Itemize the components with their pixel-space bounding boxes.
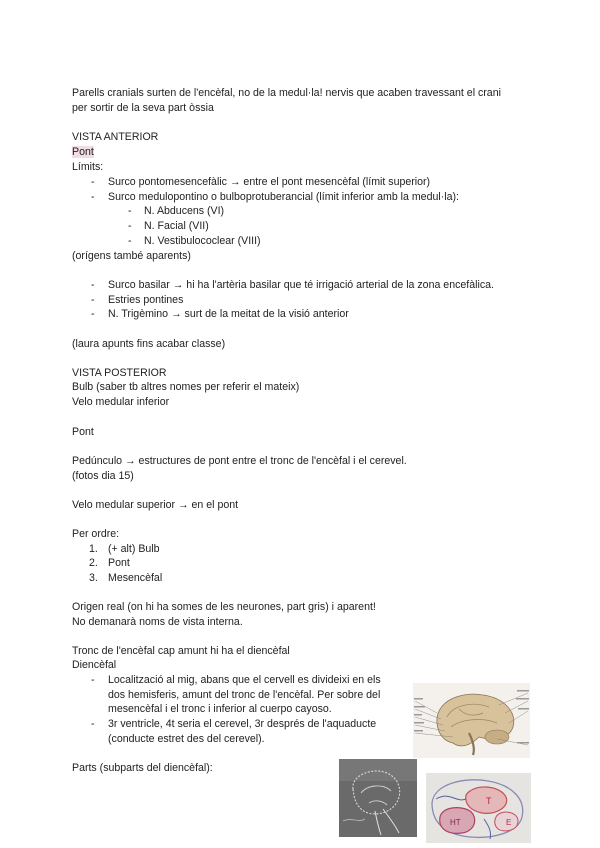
bullet-dash: - [91,718,95,730]
velo-inferior-line: Velo medular inferior [72,396,170,408]
bullet-dash: - [91,294,95,306]
order-label: Per ordre: [72,528,120,540]
bullet-dash: - [91,674,95,686]
diencefal-item-line: (conducte estret des del cerevel). [108,733,265,745]
order-number: 1. [89,543,98,555]
posterior-heading: VISTA POSTERIOR [72,367,167,379]
diencefal-intro: Tronc de l'encèfal cap amunt hi ha el diencèfal [72,645,290,657]
list-item: Estries pontines [108,294,184,306]
diencefal-item-line: 3r ventricle, 4t seria el cerevel, 3r després de l'aquaducte [108,718,377,730]
pont-line: Pont [72,426,94,438]
pont-title [72,145,94,160]
nerve-item: N. Vestibulococlear (VIII) [144,235,261,247]
intro-line-2: per sortir de la seva part òssia [72,102,214,114]
nerve-item: N. Facial (VII) [144,220,209,232]
velo-superior-line: Velo medular superior → en el pont [72,499,239,511]
sketch-label-top: T [486,796,492,806]
bullet-dash: - [128,235,132,247]
sketch-label-right: E [506,818,512,827]
list-item: N. Trigèmino → surt de la meitat de la visió anterior [108,308,349,320]
anterior-heading: VISTA ANTERIOR [72,131,159,143]
pont-highlight: Pont [72,146,94,158]
diencefal-title: Diencèfal [72,659,117,671]
origins-note: (orígens també aparents) [72,250,191,262]
bullet-dash: - [91,191,95,203]
limits-label: Límits: [72,161,104,173]
order-item: (+ alt) Bulb [108,543,160,555]
parts-line: Parts (subparts del diencèfal): [72,762,213,774]
diencefal-item-line: dos hemisferis, amunt del tronc de l'encèfal. Per sobre del [108,689,381,701]
bullet-dash: - [91,308,95,320]
diencefal-item-line: Localització al mig, abans que el cervell es divideixi en els [108,674,381,686]
list-item: Surco pontomesencefàlic → entre el pont mesencèfal (límit superior) [108,176,431,188]
bullet-dash: - [91,176,95,188]
bulb-line: Bulb (saber tb altres nomes per referir el mateix) [72,381,300,393]
diencefal-item-line: mesencèfal i el tronc i inferior al cuerpo cayoso. [108,703,332,715]
chalk-sketch-photo [339,759,417,837]
list-item: Surco basilar → hi ha l'artèria basilar que té irrigació arterial de la zona encefàlica. [108,279,494,291]
bullet-dash: - [128,205,132,217]
list-item: Surco medulopontino o bulboprotuberancial (límit inferior amb la medul·la): [108,191,459,203]
brain-sagittal-figure [413,683,530,758]
sketch-label-left: HT [450,818,461,827]
peduncle-line: Pedúnculo → estructures de pont entre el tronc de l'encèfal i el cerevel. [72,455,407,467]
fotos-line: (fotos dia 15) [72,470,134,482]
intro-line-1: Parells cranials surten de l'encèfal, no de la medul·la! nervis que acaben travessant el crani [72,87,501,99]
origin-real-line: Origen real (on hi ha somes de les neurones, part gris) i aparent! [72,601,376,613]
order-number: 3. [89,572,98,584]
order-item: Pont [108,557,130,569]
no-names-line: No demanarà noms de vista interna. [72,616,243,628]
order-item: Mesencèfal [108,572,163,584]
bullet-dash: - [91,279,95,291]
nerve-item: N. Abducens (VI) [144,205,225,217]
class-note: (laura apunts fins acabar classe) [72,338,226,350]
bullet-dash: - [128,220,132,232]
order-number: 2. [89,557,98,569]
diencephalon-color-sketch [426,773,531,843]
